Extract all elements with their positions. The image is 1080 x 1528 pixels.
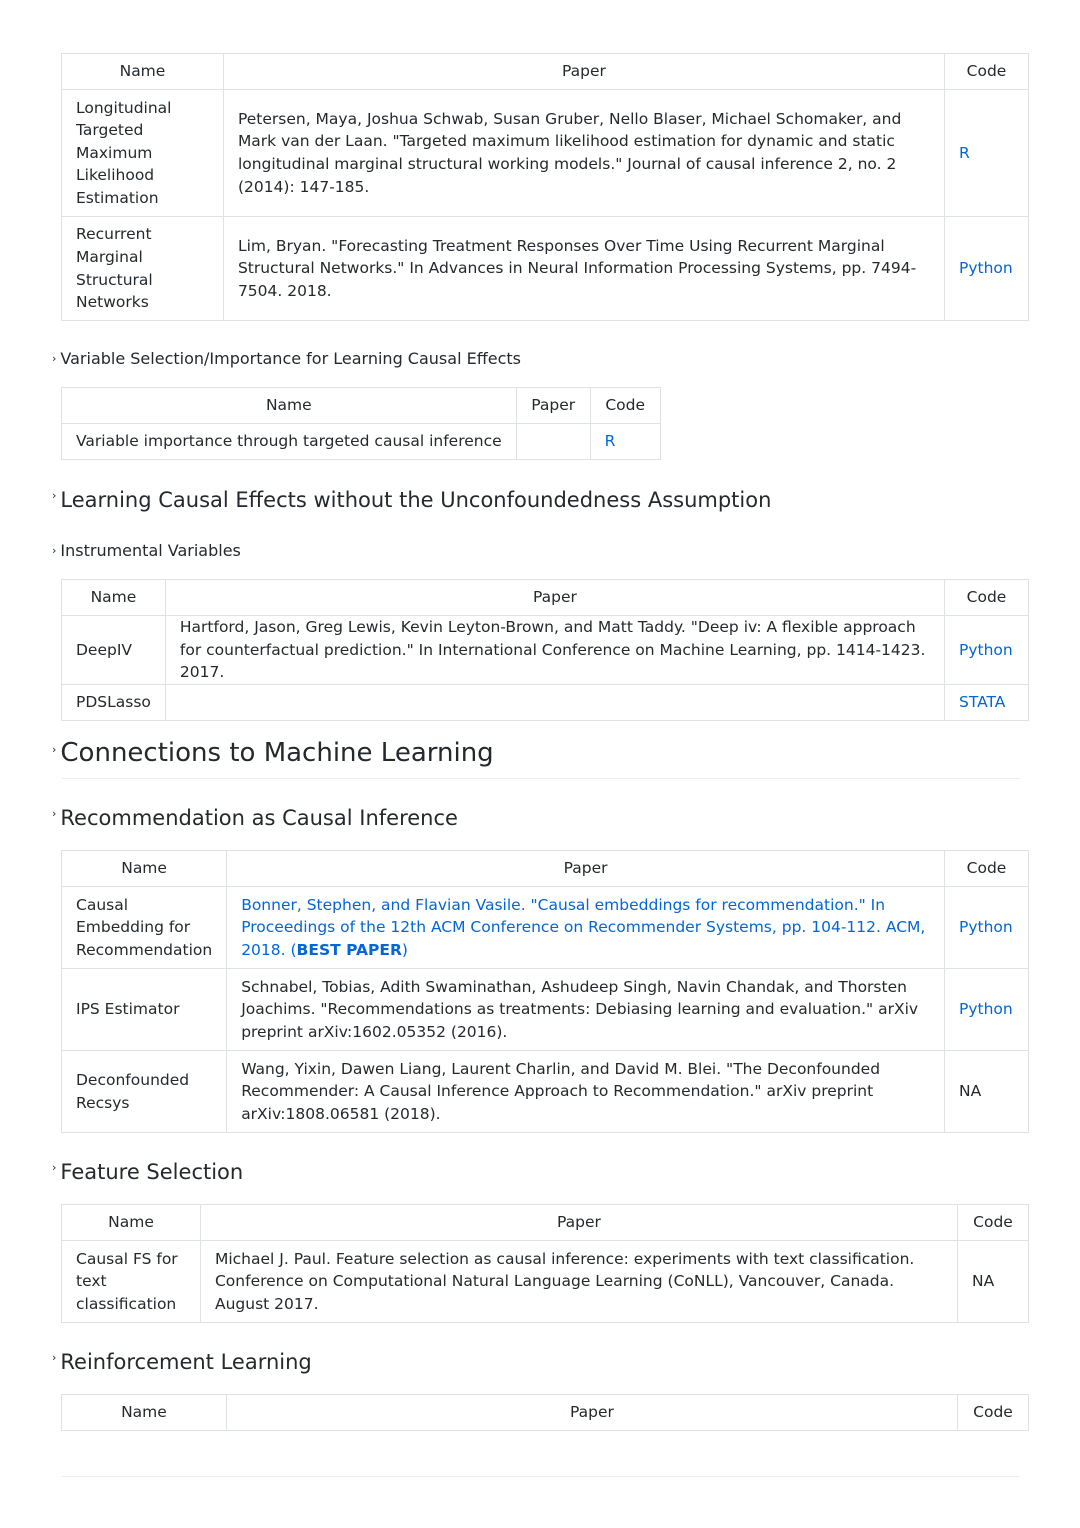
- heading-text: Learning Causal Effects without the Unconfoundedness Assumption: [60, 488, 772, 512]
- code-link[interactable]: Python: [959, 640, 1013, 659]
- paper-link-text: Bonner, Stephen, and Flavian Vasile. "Causal embeddings for recommendation." In Proceedings of the 12th ACM Conference on Recommender Systems, pp. 104-112. ACM, 2018. (: [241, 895, 926, 959]
- section-heading-variable-selection: [52, 349, 521, 368]
- anchor-link[interactable]: ›: [52, 544, 57, 557]
- header-code: Code: [590, 388, 660, 424]
- section-heading-feature-selection: [52, 1160, 243, 1184]
- method-name: PDSLasso: [62, 684, 166, 720]
- method-name: Variable importance through targeted causal inference: [62, 424, 517, 460]
- header-name: Name: [62, 1205, 201, 1241]
- paper-citation: Wang, Yixin, Dawen Liang, Laurent Charlin, and David M. Blei. "The Deconfounded Recommender: A Causal Inference Approach to Recommendation." arXiv preprint arXiv:1808.06581 (2018).: [227, 1051, 945, 1133]
- table-longitudinal-methods: [61, 53, 1029, 321]
- table-header-row: [62, 580, 1029, 616]
- method-name: IPS Estimator: [62, 969, 227, 1051]
- paper-citation: [227, 887, 945, 969]
- table-row: [62, 217, 1029, 321]
- bottom-divider: [62, 1476, 1020, 1477]
- header-code: Code: [958, 1205, 1029, 1241]
- code-link[interactable]: STATA: [959, 692, 1006, 711]
- table-row: [62, 616, 1029, 685]
- section-heading-instrumental-variables: [52, 541, 241, 560]
- header-name: Name: [62, 580, 166, 616]
- code-link[interactable]: Python: [958, 259, 1013, 278]
- anchor-link[interactable]: ›: [52, 1351, 57, 1364]
- table-header-row: [62, 1395, 1029, 1431]
- anchor-link[interactable]: ›: [52, 489, 57, 502]
- table-row: [62, 969, 1029, 1051]
- table-header-row: [62, 851, 1029, 887]
- table-row: [62, 684, 1029, 720]
- heading-text: Instrumental Variables: [60, 541, 241, 560]
- table-header-row: [62, 388, 661, 424]
- heading-text: Reinforcement Learning: [60, 1350, 312, 1374]
- method-name: Recurrent Marginal Structural Networks: [62, 217, 224, 321]
- code-link[interactable]: Python: [959, 1000, 1013, 1019]
- paper-citation: Petersen, Maya, Joshua Schwab, Susan Gruber, Nello Blaser, Michael Schomaker, and Mark van der Laan. "Targeted maximum likelihood estimation for dynamic and static longitudinal marginal structural working models." Journal of causal inference 2, no. 2 (2014): 147-185.: [223, 90, 944, 217]
- heading-text: Feature Selection: [60, 1160, 244, 1184]
- header-paper: Paper: [200, 1205, 957, 1241]
- paper-citation: Hartford, Jason, Greg Lewis, Kevin Leyton-Brown, and Matt Taddy. "Deep iv: A flexible approach for counterfactual prediction." In International Conference on Machine Learning, pp. 1414-1423. 2017.: [165, 616, 944, 685]
- anchor-link[interactable]: ›: [52, 1161, 57, 1174]
- best-paper-label: BEST PAPER: [296, 940, 402, 959]
- header-code: Code: [944, 54, 1028, 90]
- code-link[interactable]: Python: [959, 918, 1013, 937]
- header-name: Name: [62, 388, 517, 424]
- table-variable-selection: [61, 387, 661, 460]
- header-code: Code: [957, 1395, 1028, 1431]
- paper-link[interactable]: [241, 896, 925, 959]
- section-heading-recommendation: [52, 806, 458, 830]
- table-row: [62, 887, 1029, 969]
- paper-citation: Michael J. Paul. Feature selection as causal inference: experiments with text classification. Conference on Computational Natural Language Learning (CoNLL), Vancouver, Canada. August 2017.: [200, 1241, 957, 1323]
- table-recommendation: [61, 850, 1029, 1133]
- heading-text: Connections to Machine Learning: [60, 738, 494, 768]
- header-paper: Paper: [516, 388, 590, 424]
- header-paper: Paper: [226, 1395, 957, 1431]
- table-feature-selection: [61, 1204, 1029, 1323]
- header-code: Code: [945, 580, 1029, 616]
- header-paper: Paper: [165, 580, 944, 616]
- code-value: NA: [958, 1241, 1029, 1323]
- anchor-link[interactable]: ›: [52, 352, 57, 365]
- header-name: Name: [62, 1395, 227, 1431]
- code-link[interactable]: R: [958, 143, 970, 162]
- section-heading-reinforcement-learning: [52, 1350, 312, 1374]
- table-instrumental-variables: [61, 579, 1029, 721]
- section-heading-unconfoundedness: [52, 488, 771, 512]
- anchor-link[interactable]: ›: [52, 743, 57, 756]
- paper-citation: Schnabel, Tobias, Adith Swaminathan, Ashudeep Singh, Navin Chandak, and Thorsten Joachims. "Recommendations as treatments: Debiasing learning and evaluation." arXiv preprint arXiv:1602.05352 (2016).: [227, 969, 945, 1051]
- header-paper: Paper: [223, 54, 944, 90]
- section-heading-connections-ml: [52, 738, 494, 768]
- code-value: NA: [945, 1051, 1029, 1133]
- method-name: Causal FS for text classification: [62, 1241, 201, 1323]
- table-header-row: [62, 1205, 1029, 1241]
- header-name: Name: [62, 54, 224, 90]
- table-row: [62, 1051, 1029, 1133]
- table-header-row: [62, 54, 1029, 90]
- method-name: Longitudinal Targeted Maximum Likelihood Estimation: [62, 90, 224, 217]
- heading-text: Recommendation as Causal Inference: [60, 806, 458, 830]
- header-name: Name: [62, 851, 227, 887]
- paper-link-close: ): [401, 940, 408, 959]
- header-paper: Paper: [227, 851, 945, 887]
- table-row: [62, 90, 1029, 217]
- paper-citation: [516, 424, 590, 460]
- heading-text: Variable Selection/Importance for Learning Causal Effects: [60, 349, 521, 368]
- table-row: [62, 424, 661, 460]
- table-reinforcement-learning: [61, 1394, 1029, 1431]
- paper-citation: [165, 684, 944, 720]
- method-name: DeepIV: [62, 616, 166, 685]
- method-name: Causal Embedding for Recommendation: [62, 887, 227, 969]
- heading-divider: [62, 778, 1020, 779]
- header-code: Code: [945, 851, 1029, 887]
- method-name: Deconfounded Recsys: [62, 1051, 227, 1133]
- anchor-link[interactable]: ›: [52, 807, 57, 820]
- code-link[interactable]: R: [604, 432, 616, 451]
- paper-citation: Lim, Bryan. "Forecasting Treatment Responses Over Time Using Recurrent Marginal Structural Networks." In Advances in Neural Information Processing Systems, pp. 7494-7504. 2018.: [223, 217, 944, 321]
- table-row: [62, 1241, 1029, 1323]
